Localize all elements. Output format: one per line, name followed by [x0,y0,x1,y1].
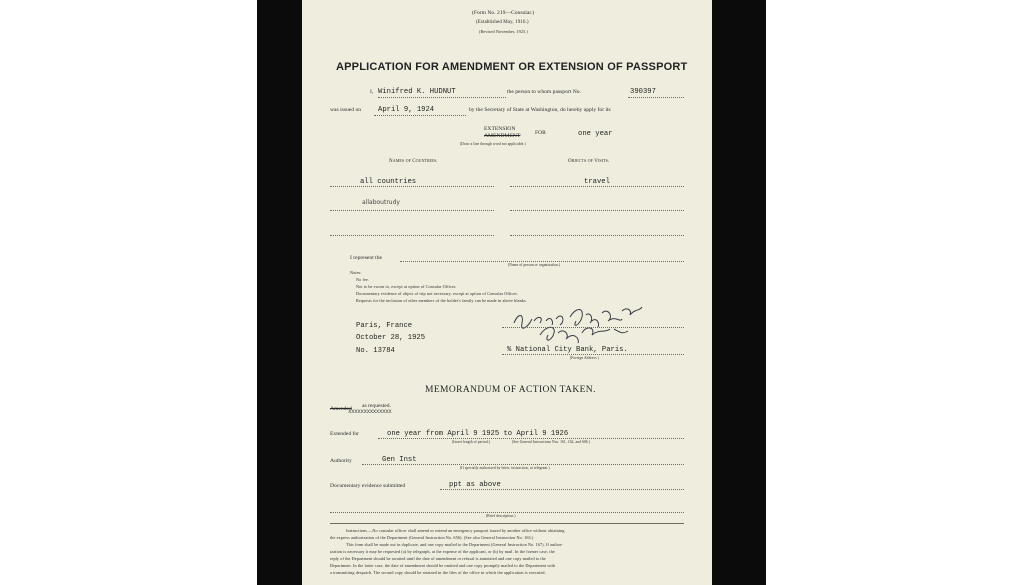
notes-line: Requests for the inclusion of other members of the holder's family can be made in above blanks. [356,298,527,303]
instructions-line: a transmitting despatch. The second copy should be retained in the files of the office in which the application is executed. [330,570,546,575]
amendment-word-struck: AMENDMENT [484,133,521,139]
extension-note: (Draw a line through word not applicable.) [460,142,526,146]
object-entry: travel [584,178,610,186]
divider [330,523,684,524]
extension-word: EXTENSION [484,126,516,132]
for-label: FOR [535,130,546,136]
issue-date-line [374,115,466,116]
extended-label: Extended for [330,431,360,437]
watermark-text: allaboutrudy [362,199,400,206]
country-line-3 [330,235,494,236]
notes-line: Documentary evidence of object of trip not necessary, except at option of Consular Officer. [356,291,518,296]
passport-number: 390397 [630,88,656,96]
issued-suffix: by the Secretary of State at Washington, do hereby apply for its [469,107,611,113]
evidence-line-2 [330,512,684,513]
represent-line [400,261,684,262]
evidence-line [440,489,684,490]
notes-line: Not to be sworn to, except at option of Consular Officer. [356,284,457,289]
applicant-prefix: I, [370,89,374,95]
applicant-name: Winifred K. HUDNUT [378,88,456,96]
xxx-strikeout: xxxxxxxxxxxxxx [348,408,392,415]
applicant-name-line [378,97,506,98]
extension-period: one year [578,130,613,138]
application-number: No. 13784 [356,347,395,355]
issued-prefix: was issued on [330,107,362,113]
signature-line [502,327,684,328]
object-line-1 [510,186,684,187]
date-entry: October 28, 1925 [356,334,426,342]
amended-suffix: as requested. [362,403,391,409]
form-established: (Established May, 1916.) [476,20,529,25]
scanned-document-frame [257,0,766,585]
instructions-line: Department. In the latter case, the date of amendment should be omitted and one copy promptly mailed to the Department with [330,563,556,568]
form-number: (Form No. 219—Consular.) [472,10,535,16]
authority-value: Gen Inst [382,456,417,464]
countries-header: Names of Countries. [389,159,438,164]
extended-line [378,438,684,439]
passport-number-line [628,97,684,98]
memorandum-title: MEMORANDUM OF ACTION TAKEN. [425,385,596,395]
foreign-address-line [502,354,684,355]
country-line-2 [330,210,494,211]
issue-date: April 9, 1924 [378,106,435,114]
instructions-line: Instructions.—No consular officer shall amend or extend an emergency passport issued by another office without obtaining [346,528,565,533]
extended-value: one year from April 9 1925 to April 9 1926 [387,430,569,438]
notes-heading: Notes: [350,270,362,275]
instructions-line: the express authorization of the Department (General Instruction No. 656). (See also General Instruction No. 163.) [330,535,534,540]
object-line-2 [510,210,684,211]
passport-application-form [302,0,712,585]
evidence-note: (Brief description.) [486,514,516,518]
country-line-1 [330,186,494,187]
instructions-line: reply of the Department should be awaited until the date of amendment or refusal is annotated and one copy mailed to the [330,556,546,561]
foreign-address: % National City Bank, Paris. [507,346,628,354]
notes-line: No fee. [356,277,370,282]
evidence-label: Documentary evidence submitted [330,483,406,489]
handwritten-signature [510,303,660,345]
authority-label: Authority [330,458,352,464]
form-revised: (Revised November, 1923.) [479,29,528,34]
extended-note: (See General Instructions Nos. 161, 162, and 606.) [512,440,590,444]
evidence-value: ppt as above [449,481,501,489]
passport-number-label: the person to whom passport No. [507,89,581,95]
instructions-line: ization is necessary it may be requested (a) by telegraph, at the expense of the applicant, or (b) by mail. In the former case, the [330,549,555,554]
extended-note: (Insert length of period.) [452,440,490,444]
authority-note: (If specially authorized by letter, instruction, or telegram.) [460,466,550,470]
form-title: APPLICATION FOR AMENDMENT OR EXTENSION OF PASSPORT [336,61,688,73]
foreign-address-label: (Foreign Address.) [570,356,599,360]
object-line-3 [510,235,684,236]
instructions-line: This form shall be made out in duplicate, and one copy mailed to the Department (General Instruction No. 167). If author- [346,542,563,547]
country-entry: all countries [360,178,417,186]
represent-note: (Name of person or organization.) [508,263,561,267]
objects-header: Objects of Visits. [568,159,610,164]
place-entry: Paris, France [356,322,413,330]
represent-label: I represent the [350,255,382,261]
authority-line [362,464,684,465]
amended-label-struck: Amended [330,406,352,412]
